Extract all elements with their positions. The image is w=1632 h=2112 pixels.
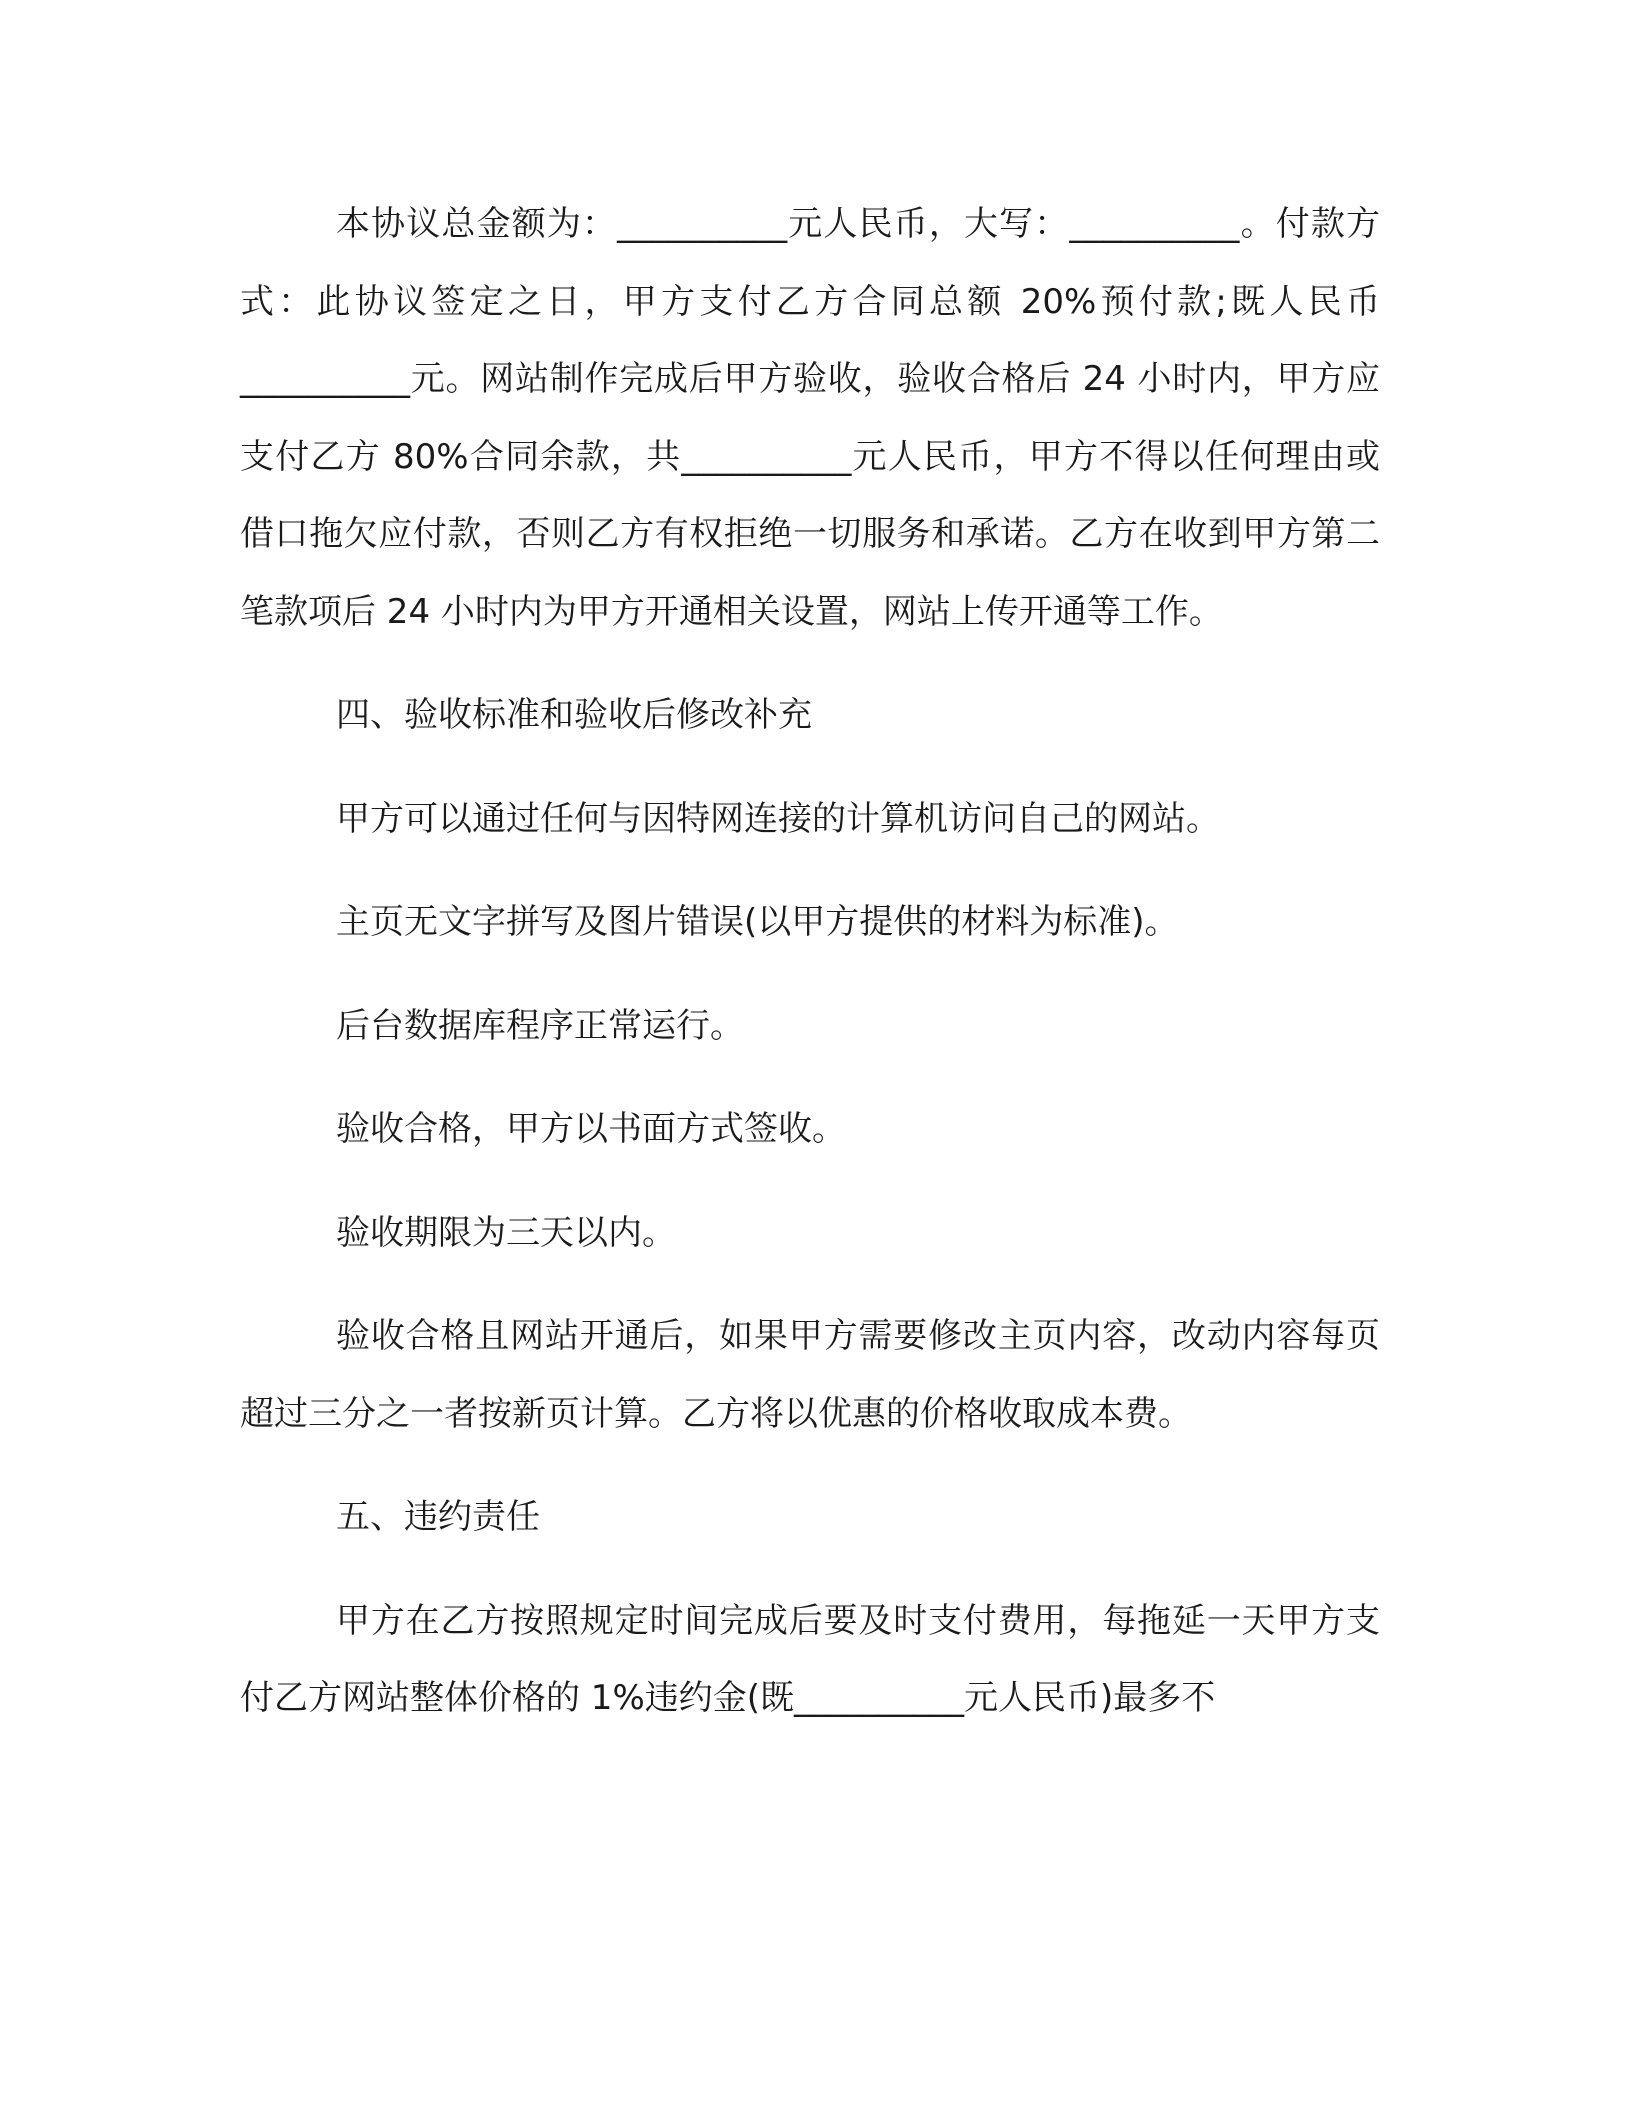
paragraph-acceptance-1: 甲方可以通过任何与因特网连接的计算机访问自己的网站。 (336, 798, 1220, 839)
paragraph-acceptance-4: 验收合格，甲方以书面方式签收。 (336, 1109, 846, 1149)
paragraph-breach: 甲方在乙方按照规定时间完成后要及时支付费用，每拖延一天甲方支付乙方网站整体价格的 1%违约金(既__________元人民币)最多不 (240, 1600, 1380, 1718)
paragraph-acceptance-5: 验收期限为三天以内。 (336, 1212, 676, 1253)
paragraph-acceptance-2: 主页无文字拼写及图片错误(以甲方提供的材料为标准)。 (336, 902, 1179, 942)
section-heading-acceptance: 四、验收标准和验收后修改补充 (336, 695, 812, 735)
paragraph-payment-terms: 本协议总金额为：__________元人民币，大写：__________。付款方式：此协议签定之日，甲方支付乙方合同总额 20%预付款;既人民币__________元。网站制作完成后甲方验收，验收合格后 24 小时内，甲方应支付乙方 80%合同余款，共__________元人民币，甲方不得以任何理由或借口拖欠应付款，否则乙方有权拒绝一切服务和承诺。乙方在收到甲方第二笔款项后 24 小时内为甲方开通相关设置，网站上传开通等工作。 (240, 204, 1380, 632)
paragraph-modification: 验收合格且网站开通后，如果甲方需要修改主页内容，改动内容每页超过三分之一者按新页计算。乙方将以优惠的价格收取成本费。 (240, 1316, 1380, 1434)
section-heading-breach: 五、违约责任 (336, 1497, 540, 1537)
paragraph-acceptance-3: 后台数据库程序正常运行。 (336, 1005, 744, 1046)
document-body (240, 186, 1380, 1738)
